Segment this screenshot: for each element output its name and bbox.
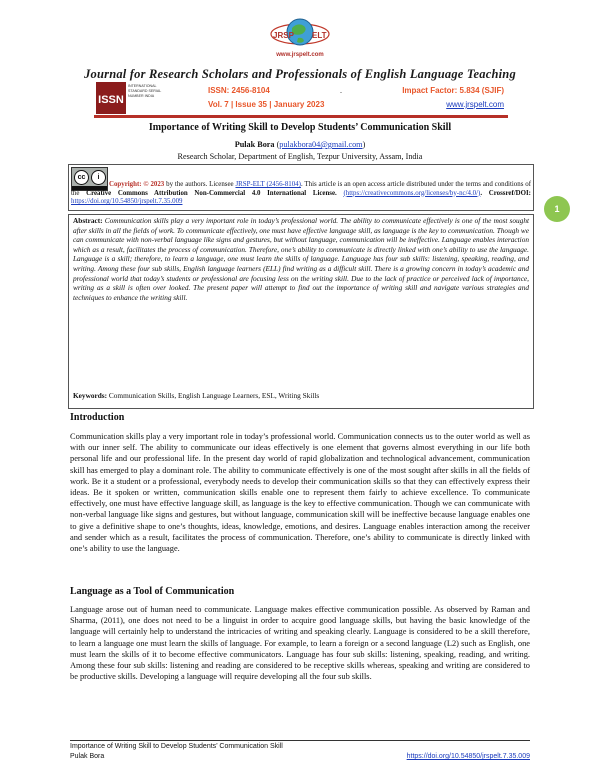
logo-site: www.jrspelt.com (276, 52, 324, 58)
issn-logo (96, 82, 126, 114)
crossref-label: . Crossref/DOI: (480, 189, 531, 197)
footer-rule (70, 740, 530, 741)
separator-dot: . (340, 86, 342, 95)
article-title: Importance of Writing Skill to Develop Students’ Communication Skill (148, 122, 452, 133)
affiliation: Research Scholar, Department of English, Tezpur University, Assam, India (177, 152, 423, 161)
language-paragraph: Language arose out of human need to communicate. Language makes effective communication possible. As observed by Raman and Sharma, (2011), one does not need to be a linguist in order to acquire good language skills, but having the basic knowledge of the language will certainly help to understand the intricacies of writing and speaking clearly. Language is considered to be a skill therefore, to learn a language one must learn the skills of language. For example, to learn a foreign or a second language (L2) such as English, one must learn the skills of it to become effective communicators. Language has four sub skills: listening, speaking, reading, and writing. Among these four sub skills: listening and reading are considered to be receptive skills whereas, speaking and writing are considered to be productive skills. Developing a language will require developing all the four sub skills. (70, 605, 530, 682)
footer-author: Pulak Bora (70, 753, 105, 760)
issn-number: ISSN: 2456-8104 (208, 86, 270, 95)
impact-factor: Impact Factor: 5.834 (SJIF) (402, 86, 504, 95)
journal-name: Journal for Research Scholars and Professionals of English Language Teaching (84, 67, 516, 81)
abstract-text: Communication skills play a very important role in today’s professional world. The ability to communicate effectively is one of the most sought after skills in all the fields of work. To communicate effectively, one must have effective language skill, as language is the key to communication. Though we can communicate with non-verbal language like signs and gestures, but without language, communication will be ineffective. Language enables interaction which as a result, facilitates the process of communication. Therefore, one’s ability to communicate is directly linked with one’s ability to use the language. Language is a skill; therefore, to learn a language, one must learn the skills of language. Language has four sub skills: listening, speaking, reading, and writing. Among these four sub skills, English language learners (ELL) find writing as a difficult skill. There is a growing concern in today’s academic and professional world that today’s students or professional are focusing less on the writing skill. Due to the lack of practice or perceived lack of importance, writing as a skill is often over looked. The present paper will attempt to find out the importance of writing skill and navigate various strategies and techniques to enhance the writing skill. (73, 216, 529, 302)
abstract (73, 216, 529, 302)
footer-doi-link[interactable]: https://doi.org/10.54850/jrspelt.7.35.009 (406, 753, 530, 760)
intro-heading: Introduction (70, 412, 125, 423)
author-email-link[interactable]: pulakbora04@gmail.com (279, 140, 363, 149)
language-heading: Language as a Tool of Communication (70, 586, 235, 597)
abstract-label: Abstract: (73, 216, 103, 225)
logo-text-right: ELT (312, 31, 327, 40)
copyright-label: Copyright: © 2023 (109, 181, 165, 188)
author-name: Pulak Bora (234, 140, 275, 149)
page-number-badge: 1 (544, 196, 570, 222)
header-rule (94, 115, 508, 118)
website-link[interactable]: www.jrspelt.com (446, 100, 504, 109)
logo-text-left: JRSP (273, 31, 294, 40)
licensee-link[interactable]: JRSP-ELT (2456-8104) (235, 181, 301, 188)
keywords-text: Communication Skills, English Language Learners, ESL, Writing Skills (108, 391, 320, 400)
doi-link[interactable]: https://doi.org/10.54850/jrspelt.7.35.009 (71, 198, 183, 205)
license-text (71, 181, 531, 207)
attribution-icon: i (91, 170, 106, 185)
intro-paragraph: Communication skills play a very important role in today’s professional world. Communication connects us to the outer world as well as with our inner self. The ability to communicate our ideas effectively is one element that governs almost everything in our life both personal life and our professional life. In the present day world of rapid globalization and technological advancement, communication skill has emerged to play a dominant role. The ability to communicate effectively is one of the most sought after skills in all the fields of work. Be it a student or a professional, everybody needs to develop their communication skills so that they can effectively express their ideas. Be it spoken or written, communication skills enable one to represent them fairly to achieve excellence. To communicate effectively, one must have effective language skill, as language is the key to effective communication. Though we can communicate with non-verbal language like signs and gestures, but without language, communication skill will be ineffective because language enables one to give a definitive shape to one’s thoughts, ideas, knowledge, emotions, and desires. Language enables interaction among the receiver and sender which as a result, facilitates the process of communication. Therefore, one’s ability to communicate is directly linked with one’s ability to use the language. (70, 432, 530, 554)
issn-small-text: INTERNATIONAL STANDARD SERIAL NUMBER INDIA (128, 84, 162, 98)
license-text-2: . This article is an open access article distributed under the terms and conditions of the (71, 181, 531, 197)
license-text-1: by the authors. Licensee (164, 181, 236, 188)
cc-icon: cc (74, 170, 89, 185)
keywords (73, 391, 529, 400)
issn-logo-text: ISSN (98, 94, 124, 106)
keywords-label: Keywords: (73, 391, 108, 400)
author-line: Pulak Bora (pulakbora04@gmail.com) (234, 140, 366, 149)
volume-issue: Vol. 7 | Issue 35 | January 2023 (208, 100, 325, 109)
cc-license-name: Creative Commons Attribution Non-Commercial 4.0 International License. (86, 189, 337, 197)
cc-url-link[interactable]: (https://creativecommons.org/licenses/by-nc/4.0/) (343, 189, 481, 197)
footer-title: Importance of Writing Skill to Develop Students’ Communication Skill (70, 743, 283, 750)
